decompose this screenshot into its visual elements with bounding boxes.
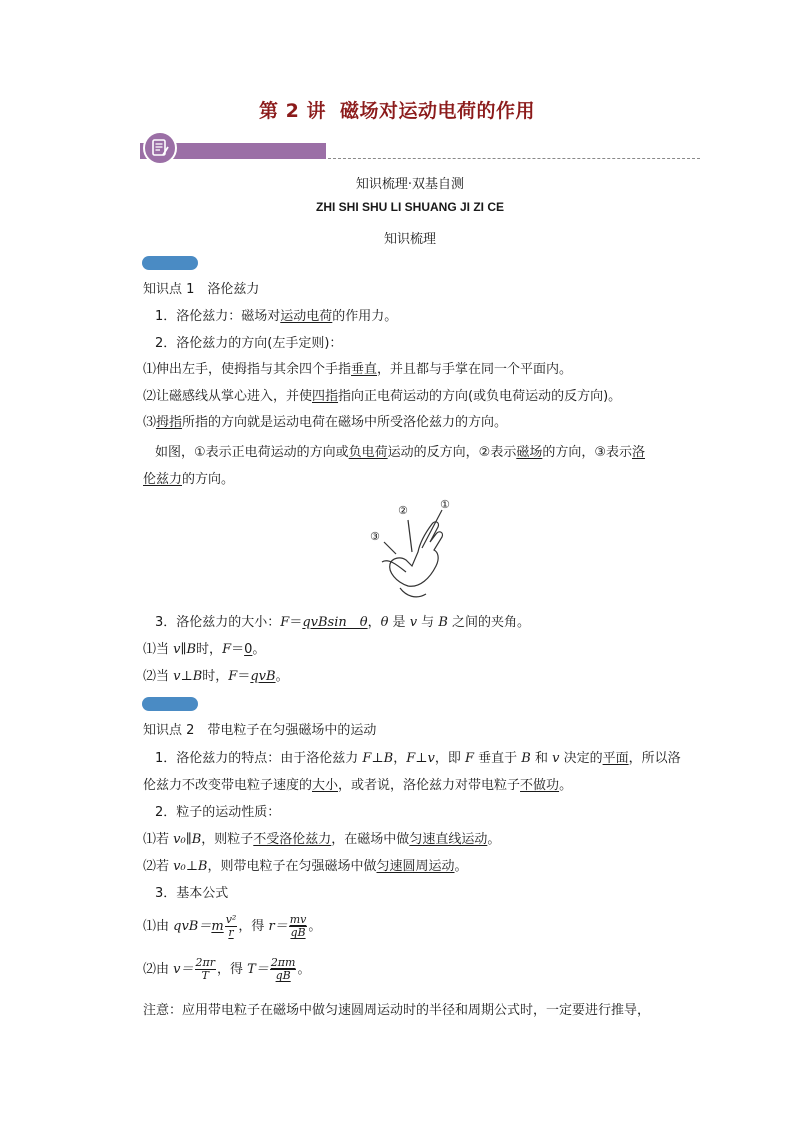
kp1-line-10: ⑵当 v⊥B时，F＝qvB。 xyxy=(143,669,289,684)
kp1-line-9: ⑴当 v∥B时，F＝0。 xyxy=(143,642,266,657)
document-edit-icon xyxy=(143,131,177,165)
kp1-line-5: ⑶拇指所指的方向就是运动电荷在磁场中所受洛伦兹力的方向。 xyxy=(143,415,508,430)
page-title: 第 2 讲 磁场对运动电荷的作用 xyxy=(259,100,535,122)
section-heading: 知识梳理·双基自测 xyxy=(355,177,465,192)
kp2-line-5: ⑵若 v₀⊥B，则带电粒子在匀强磁场中做匀速圆周运动。 xyxy=(143,859,468,874)
kp1-line-4: ⑵让磁感线从掌心进入，并使四指指向正电荷运动的方向(或负电荷运动的反方向)。 xyxy=(143,389,622,404)
kp1-line-6: 如图，①表示正电荷运动的方向或负电荷运动的反方向，②表示磁场的方向，③表示洛 xyxy=(155,445,646,460)
kp2-note: 注意：应用带电粒子在磁场中做匀速圆周运动时的半径和周期公式时，一定要进行推导， xyxy=(143,1003,651,1018)
kp2-formula-period: ⑵由 v＝ $\frac{2\pi r}{T}$ ，得 T＝ $\frac{2\pi m}{qB}$ 。 xyxy=(143,956,311,982)
kp2-marker xyxy=(142,697,198,711)
kp2-line-2: 伦兹力不改变带电粒子速度的大小，或者说，洛伦兹力对带电粒子不做功。 xyxy=(143,778,573,793)
left-hand-rule-icon xyxy=(360,496,460,604)
kp2-line-6: 3．基本公式 xyxy=(155,886,229,901)
kp2-formula-radius: ⑴由 qvB＝m $\frac{\text{v²}}{r}$ ，得 r＝ $\frac{mv}{qB}$ 。 xyxy=(143,913,322,939)
kp1-line-2: 2．洛伦兹力的方向(左手定则)： xyxy=(155,336,343,351)
figure-label-2: ② xyxy=(398,504,408,517)
kp2-title: 知识点 2 带电粒子在匀强磁场中的运动 xyxy=(143,723,377,738)
kp1-title: 知识点 1 洛伦兹力 xyxy=(143,282,260,297)
figure-label-1: ① xyxy=(440,498,450,511)
kp1-marker xyxy=(142,256,198,270)
kp1-line-1: 1．洛伦兹力：磁场对运动电荷的作用力。 xyxy=(155,309,398,324)
kp2-line-1: 1．洛伦兹力的特点：由于洛伦兹力 F⊥B，F⊥v，即 F 垂直于 B 和 v 决定的平面，所以洛 xyxy=(155,751,681,766)
kp1-line-7: 伦兹力的方向。 xyxy=(143,472,235,487)
kp1-line-3: ⑴伸出左手，使拇指与其余四个手指垂直，并且都与手掌在同一个平面内。 xyxy=(143,362,573,377)
kp2-line-4: ⑴若 v₀∥B，则粒子不受洛伦兹力，在磁场中做匀速直线运动。 xyxy=(143,832,501,847)
figure-label-3: ③ xyxy=(370,530,380,543)
kp1-line-8: 3．洛伦兹力的大小：F＝qvBsin θ，θ 是 v 与 B 之间的夹角。 xyxy=(155,615,531,630)
kp2-line-3: 2．粒子的运动性质： xyxy=(155,805,281,820)
dashed-divider xyxy=(328,158,700,159)
section-pinyin: ZHI SHI SHU LI SHUANG JI ZI CE xyxy=(315,200,504,214)
section-subheading: 知识梳理 xyxy=(383,232,436,247)
